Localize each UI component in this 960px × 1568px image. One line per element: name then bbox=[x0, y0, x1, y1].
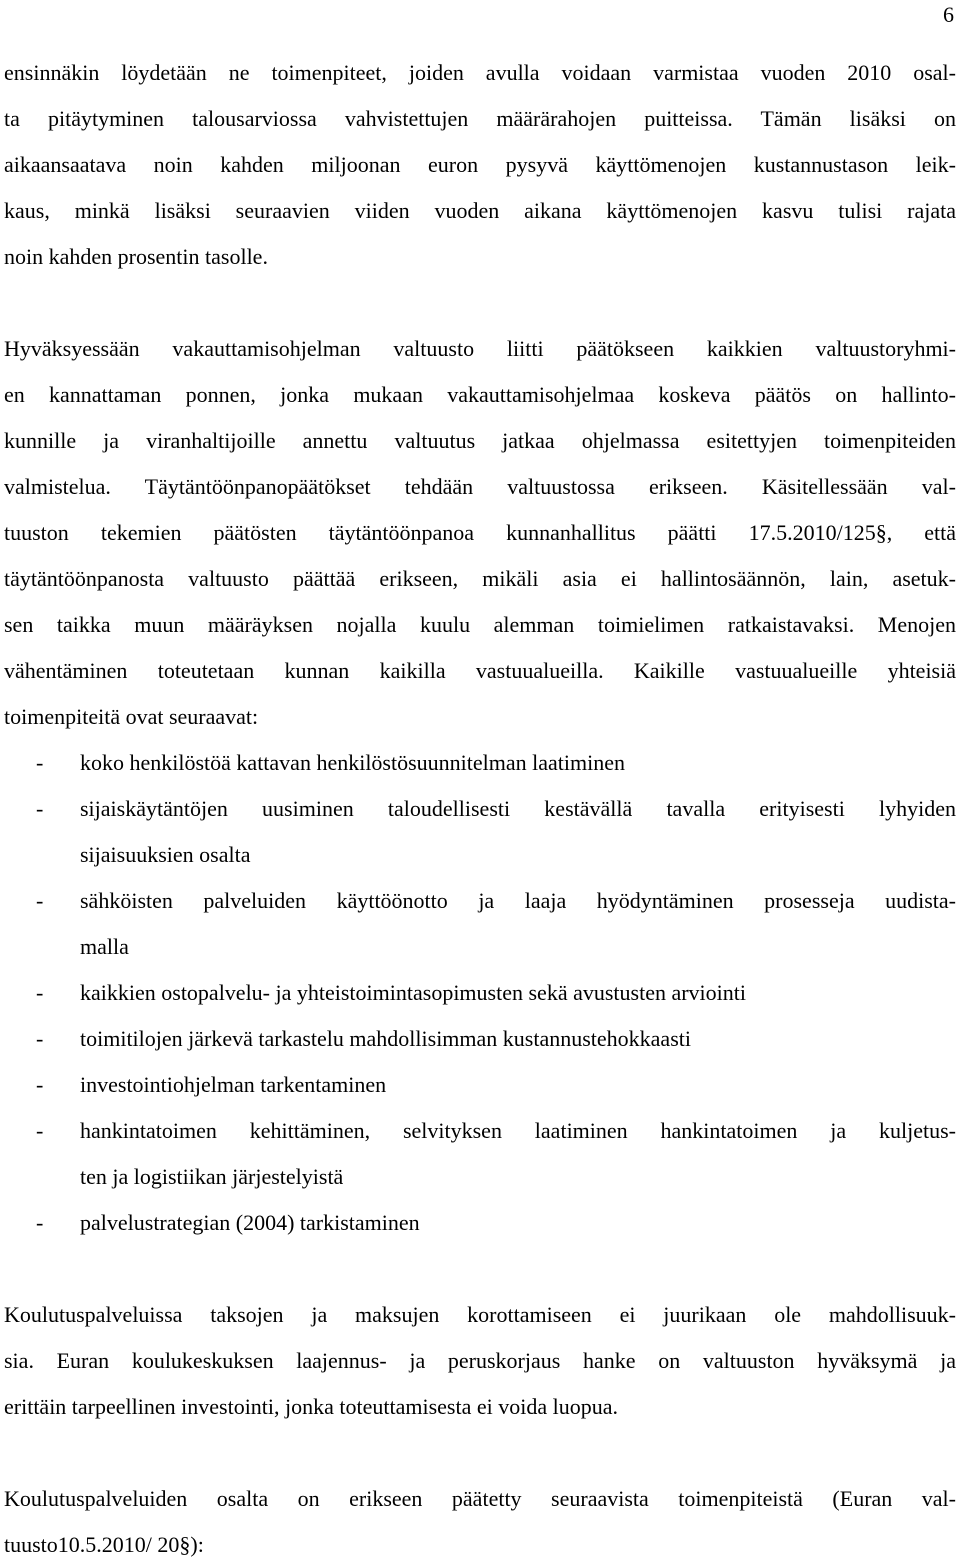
text-line: erittäin tarpeellinen investointi, jonka toteuttamisesta ei voida luopua. bbox=[4, 1394, 619, 1419]
text-line: ta pitäytyminen talousarviossa vahvistettujen määrärahojen puitteissa. Tämän lisäksi on bbox=[4, 106, 956, 131]
list-item bbox=[4, 1200, 956, 1246]
list-item-text: ten ja logistiikan järjestelyistä bbox=[80, 1164, 344, 1189]
list-item bbox=[4, 1016, 956, 1062]
list-item-text: sijaisuuksien osalta bbox=[80, 842, 251, 867]
text-line: tuusto10.5.2010/ 20§): bbox=[4, 1532, 204, 1557]
text-line: sen taikka muun määräyksen nojalla kuulu alemman toimielimen ratkaistavaksi. Menojen bbox=[4, 612, 956, 637]
list-dash: - bbox=[36, 888, 44, 913]
text-line: Hyväksyessään vakauttamisohjelman valtuusto liitti päätökseen kaikkien valtuustoryhmi- bbox=[4, 336, 956, 361]
text-line: kaus, minkä lisäksi seuraavien viiden vuoden aikana käyttömenojen kasvu tulisi rajata bbox=[4, 198, 956, 223]
list-dash: - bbox=[36, 1026, 44, 1051]
page-number: 6 bbox=[943, 2, 954, 27]
paragraph bbox=[4, 1476, 956, 1568]
text-line: valmistelua. Täytäntöönpanopäätökset tehdään valtuustossa erikseen. Käsitellessään val- bbox=[4, 474, 956, 499]
list-dash: - bbox=[36, 1118, 44, 1143]
text-line: vähentäminen toteutetaan kunnan kaikilla vastuualueilla. Kaikille vastuualueille yhteisiä bbox=[4, 658, 956, 683]
text-line: aikaansaatava noin kahden miljoonan euron pysyvä käyttömenojen kustannustason leik- bbox=[4, 152, 956, 177]
list-dash: - bbox=[36, 796, 44, 821]
list-item bbox=[4, 1108, 956, 1200]
list-item-text: hankintatoimen kehittäminen, selvityksen laatiminen hankintatoimen ja kuljetus- bbox=[80, 1118, 956, 1143]
list-item-text: sähköisten palveluiden käyttöönotto ja laaja hyödyntäminen prosesseja uudista- bbox=[80, 888, 956, 913]
text-line: Koulutuspalveluissa taksojen ja maksujen korottamiseen ei juurikaan ole mahdollisuuk- bbox=[4, 1302, 956, 1327]
list-dash: - bbox=[36, 1072, 44, 1097]
list-dash: - bbox=[36, 1210, 44, 1235]
text-line: kunnille ja viranhaltijoille annettu valtuutus jatkaa ohjelmassa esitettyjen toimenpiteiden bbox=[4, 428, 956, 453]
text-line: sia. Euran koulukeskuksen laajennus- ja peruskorjaus hanke on valtuuston hyväksymä ja bbox=[4, 1348, 956, 1373]
paragraph bbox=[4, 326, 956, 740]
text-line: noin kahden prosentin tasolle. bbox=[4, 244, 268, 269]
list-item bbox=[4, 970, 956, 1016]
list-item bbox=[4, 786, 956, 878]
list-item-text: koko henkilöstöä kattavan henkilöstösuunnitelman laatiminen bbox=[80, 750, 626, 775]
list-item-text: kaikkien ostopalvelu- ja yhteistoimintasopimusten sekä avustusten arviointi bbox=[80, 980, 746, 1005]
bullet-list bbox=[4, 740, 956, 1246]
text-line: toimenpiteitä ovat seuraavat: bbox=[4, 704, 259, 729]
list-item-text: malla bbox=[80, 934, 129, 959]
paragraph bbox=[4, 1292, 956, 1430]
document-body bbox=[4, 50, 956, 1568]
list-item bbox=[4, 1062, 956, 1108]
list-dash: - bbox=[36, 980, 44, 1005]
list-dash: - bbox=[36, 750, 44, 775]
list-item-text: sijaiskäytäntöjen uusiminen taloudellisesti kestävällä tavalla erityisesti lyhyiden bbox=[80, 796, 956, 821]
list-item-text: palvelustrategian (2004) tarkistaminen bbox=[80, 1210, 420, 1235]
list-item-text: investointiohjelman tarkentaminen bbox=[80, 1072, 387, 1097]
paragraph bbox=[4, 50, 956, 280]
list-item bbox=[4, 740, 956, 786]
text-line: täytäntöönpanosta valtuusto päättää erikseen, mikäli asia ei hallintosäännön, lain, asetuk- bbox=[4, 566, 956, 591]
text-line: en kannattaman ponnen, jonka mukaan vakauttamisohjelmaa koskeva päätös on hallinto- bbox=[4, 382, 956, 407]
list-item-text: toimitilojen järkevä tarkastelu mahdollisimman kustannustehokkaasti bbox=[80, 1026, 691, 1051]
text-line: ensinnäkin löydetään ne toimenpiteet, joiden avulla voidaan varmistaa vuoden 2010 osal- bbox=[4, 60, 956, 85]
text-line: Koulutuspalveluiden osalta on erikseen päätetty seuraavista toimenpiteistä (Euran val- bbox=[4, 1486, 956, 1511]
list-item bbox=[4, 878, 956, 970]
text-line: tuuston tekemien päätösten täytäntöönpanoa kunnanhallitus päätti 17.5.2010/125§, että bbox=[4, 520, 956, 545]
